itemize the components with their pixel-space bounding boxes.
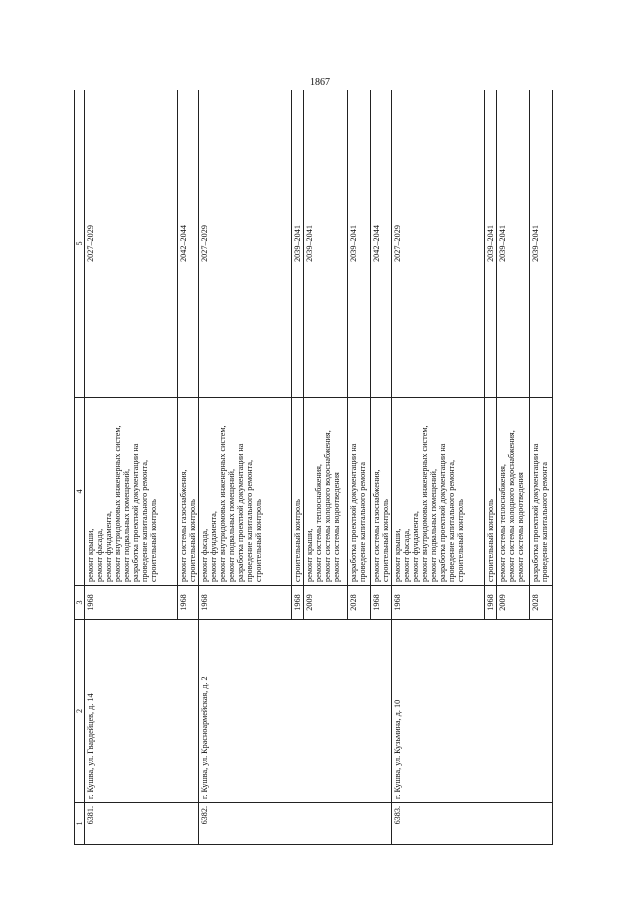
page-number: 1867 [310, 77, 330, 88]
year-cell: 1968 [485, 586, 497, 620]
work-item: ремонт внутридомовых инженерных систем, [420, 425, 429, 582]
work-item: ремонт системы водоотведения [332, 472, 341, 582]
work-item: ремонт подвальных помещений, [122, 469, 131, 582]
row-number-cell: 6382. [199, 803, 392, 845]
work-item: ремонт крыши, [86, 528, 95, 582]
rotated-page-area [74, 90, 589, 845]
year-cell: 1968 [371, 586, 392, 620]
year-cell: 1968 [392, 586, 485, 620]
work-item: строительный контроль [381, 499, 390, 582]
period-cell: 2027–2029 [85, 90, 178, 398]
work-item: ремонт фасада, [95, 528, 104, 582]
works-cell [292, 398, 304, 586]
header-col-1: 1 [75, 803, 85, 845]
work-item: ремонт крыши, [393, 528, 402, 582]
repair-schedule-table [74, 90, 553, 845]
header-col-2: 2 [75, 620, 85, 803]
work-item: проведение капитального ремонта, [245, 459, 254, 582]
work-item: ремонт системы теплоснабжения, [498, 464, 507, 582]
header-col-3: 3 [75, 586, 85, 620]
year-cell: 1968 [178, 586, 199, 620]
work-item: строительный контроль [293, 499, 302, 582]
work-item: ремонт фасада, [402, 528, 411, 582]
period-cell: 2042–2044 [371, 90, 392, 398]
work-item: ремонт системы газоснабжения, [179, 469, 188, 582]
work-item: ремонт фасада, [200, 528, 209, 582]
period-cell: 2039–2041 [348, 90, 371, 398]
work-item: ремонт системы холодного водоснабжения, [323, 430, 332, 582]
work-item: строительный контроль [486, 499, 495, 582]
table-body [85, 90, 553, 845]
work-item: ремонт крыши, [305, 528, 314, 582]
row-number-cell: 6383. [392, 803, 553, 845]
table-header-row [75, 90, 85, 845]
work-item: ремонт системы холодного водоснабжения, [507, 430, 516, 582]
year-cell: 1968 [199, 586, 292, 620]
work-item: ремонт системы водоотведения [516, 472, 525, 582]
period-cell: 2039–2041 [304, 90, 348, 398]
year-cell: 2009 [497, 586, 530, 620]
work-item: проведение капитального ремонта [358, 462, 367, 582]
works-cell [199, 398, 292, 586]
work-item: ремонт системы теплоснабжения, [314, 464, 323, 582]
works-cell [371, 398, 392, 586]
address-cell: г. Кушва, ул. Гвардейцев, д. 14 [85, 620, 199, 803]
work-item: разработка проектной документации на [349, 443, 358, 582]
table-row [85, 90, 178, 845]
header-col-4: 4 [75, 398, 85, 586]
work-item: ремонт внутридомовых инженерных систем, [218, 425, 227, 582]
work-item: ремонт системы газоснабжения, [372, 469, 381, 582]
work-item: разработка проектной документации на [438, 443, 447, 582]
period-cell: 2039–2041 [530, 90, 553, 398]
period-cell: 2039–2041 [497, 90, 530, 398]
work-item: ремонт фундамента, [104, 511, 113, 582]
year-cell: 2009 [304, 586, 348, 620]
works-cell [497, 398, 530, 586]
period-cell: 2027–2029 [392, 90, 485, 398]
work-item: проведение капитального ремонта, [140, 459, 149, 582]
address-cell: г. Кушва, ул. Кузьмина, д. 10 [392, 620, 553, 803]
work-item: строительный контроль [456, 499, 465, 582]
works-cell [485, 398, 497, 586]
address-cell: г. Кушва, ул. Красноармейская, д. 2 [199, 620, 392, 803]
work-item: строительный контроль [188, 499, 197, 582]
works-cell [178, 398, 199, 586]
works-cell [392, 398, 485, 586]
work-item: ремонт фундамента, [411, 511, 420, 582]
work-item: проведение капитального ремонта, [447, 459, 456, 582]
work-item: ремонт фундамента, [209, 511, 218, 582]
work-item: разработка проектной документации на [236, 443, 245, 582]
row-number-cell: 6381. [85, 803, 199, 845]
period-cell: 2042–2044 [178, 90, 199, 398]
year-cell: 2028 [530, 586, 553, 620]
table-row [392, 90, 485, 845]
work-item: строительный контроль [149, 499, 158, 582]
period-cell: 2027–2029 [199, 90, 292, 398]
year-cell: 1968 [85, 586, 178, 620]
work-item: ремонт подвальных помещений, [227, 469, 236, 582]
works-cell [304, 398, 348, 586]
work-item: проведение капитального ремонта [540, 462, 549, 582]
header-col-5: 5 [75, 90, 85, 398]
work-item: разработка проектной документации на [131, 443, 140, 582]
works-cell [530, 398, 553, 586]
work-item: ремонт внутридомовых инженерных систем, [113, 425, 122, 582]
works-cell [348, 398, 371, 586]
table-row [199, 90, 292, 845]
works-cell [85, 398, 178, 586]
work-item: строительный контроль [254, 499, 263, 582]
year-cell: 1968 [292, 586, 304, 620]
year-cell: 2028 [348, 586, 371, 620]
work-item: разработка проектной документации на [531, 443, 540, 582]
work-item: ремонт подвальных помещений, [429, 469, 438, 582]
period-cell: 2039–2041 [292, 90, 304, 398]
period-cell: 2039–2041 [485, 90, 497, 398]
rotated-table-container [74, 90, 589, 845]
